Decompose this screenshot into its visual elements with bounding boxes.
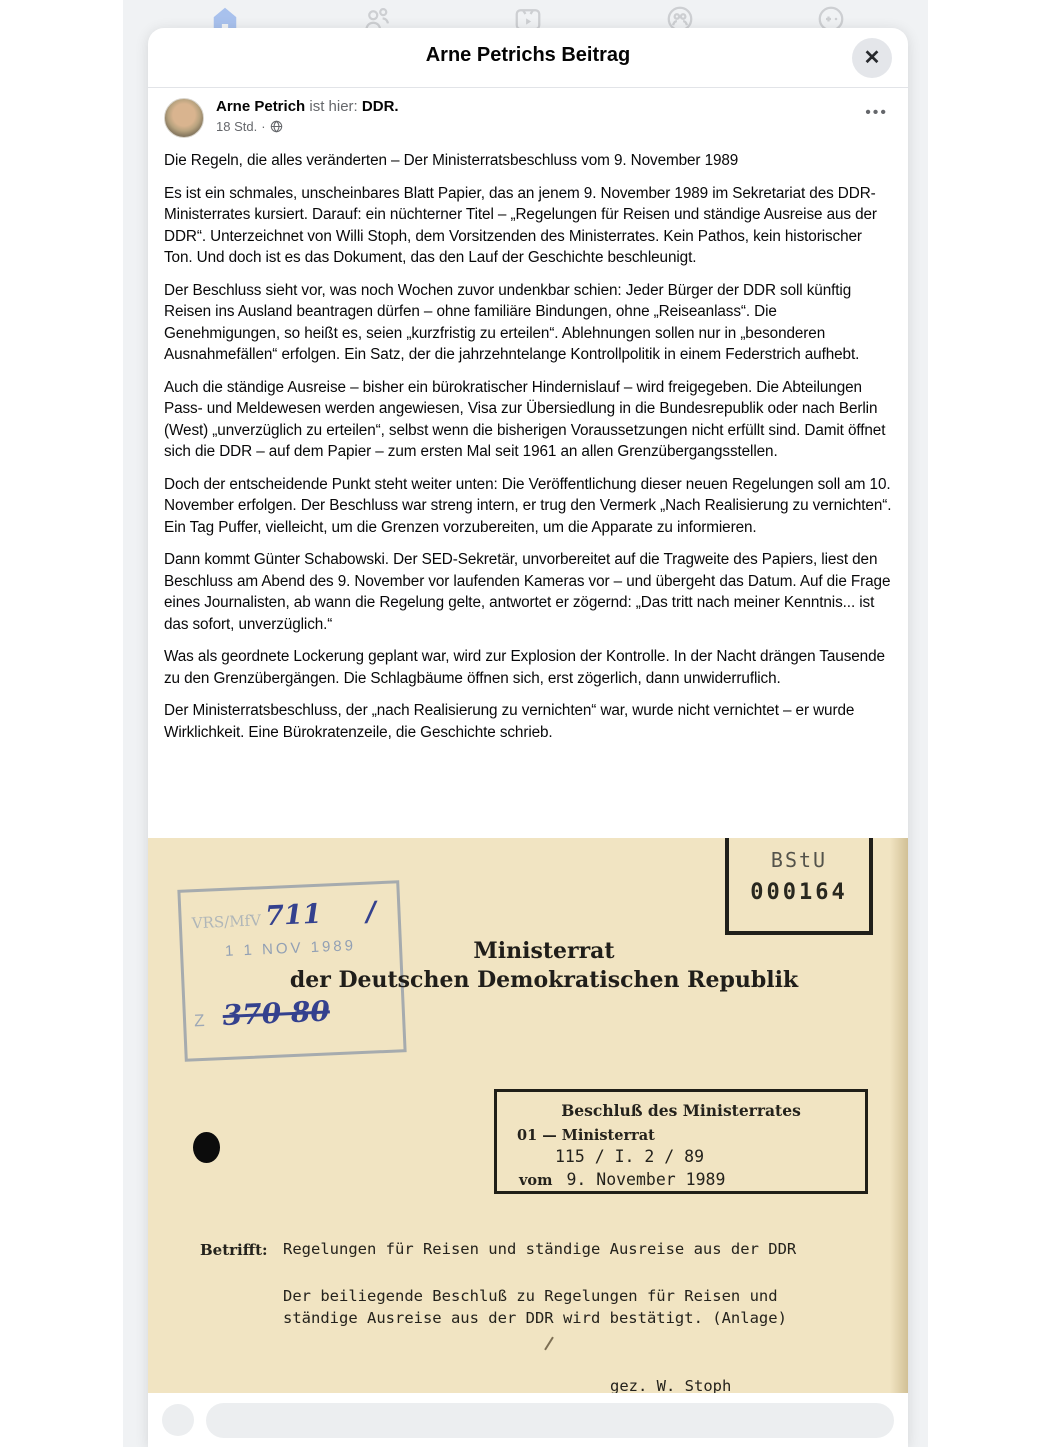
document-body-text (283, 1285, 787, 1329)
post-paragraph: Doch der entscheidende Punkt steht weiter unten: Die Veröffentlichung dieser neuen Regelungen soll am 10. November erfolgen. Der Beschluss war streng intern, er trug den Vermerk „Nach Realisierung zu vernichten“. Ein Tag Puffer, vielleicht, um die Grenzen vorzubereiten, um die Apparate zu informieren. (164, 475, 892, 536)
subject-text: Regelungen für Reisen und ständige Ausreise aus der DDR (283, 1240, 797, 1258)
decision-box (494, 1089, 868, 1194)
stamp-z-label: Z (193, 1010, 205, 1031)
letterhead (164, 938, 908, 993)
scan-shadow-edge (890, 838, 908, 1393)
post-paragraph: Der Ministerratsbeschluss, der „nach Realisierung zu vernichten“ war, wurde nicht vernichtet – er wurde Wirklichkeit. Eine Bürokratenzeile, die Geschichte schrieb. (164, 702, 855, 741)
modal-header (148, 28, 908, 88)
comment-bar (148, 1393, 908, 1447)
stamp-date: 1 1 NOV 1989 (224, 937, 357, 960)
avatar[interactable] (164, 98, 204, 138)
pen-stray-mark (544, 1337, 554, 1351)
post-paragraph: Es ist ein schmales, unscheinbares Blatt Papier, das an jenem 9. November 1989 im Sekretariat des DDR-Ministerrates kursiert. Darauf: ein nüchterner Titel – „Regelungen für Reisen und ständige Ausreise aus der DDR“. Unterzeichnet von Willi Stoph, dem Vorsitzenden des Ministerrates. Kein Pathos, kein historischer Ton. Und doch ist es das Dokument, das den Lauf der Geschichte beschleunigt. (164, 184, 877, 266)
bstu-label: BStU (770, 848, 828, 872)
subject-label: Betrifft: (200, 1241, 268, 1259)
bstu-number: 000164 (750, 880, 848, 905)
decision-dept: 01 — Ministerrat (517, 1127, 655, 1144)
post-text (164, 150, 892, 838)
stamp-crossed-value: 370 80 (222, 994, 331, 1033)
bstu-stamp-box (725, 838, 873, 935)
post-paragraph: Der Beschluss sieht vor, was noch Wochen zuvor undenkbar schien: Jeder Bürger der DDR soll künftig Reisen ins Ausland beantragen dürfen – ohne familiäre Bindungen, ohne „Reiseanlass“. Die Genehmigungen, so heißt es, seien „kurzfristig zu erteilen“. Ablehnungen sollen nur in „besonderen Ausnahmefällen“ erfolgen. Ein Satz, der die jahrzehntelange Kontrollpolitik in einem Federstrich aufhebt. (164, 281, 860, 363)
signature-text: gez. W. Stoph (610, 1377, 732, 1393)
comment-avatar-placeholder (162, 1404, 194, 1436)
document-body-line2: ständige Ausreise aus der DDR wird bestätigt. (Anlage) (283, 1309, 787, 1327)
meta-separator: · (261, 119, 266, 134)
post-header (164, 96, 892, 144)
stamp-handwritten-number: 711 (264, 898, 323, 933)
more-options-button[interactable] (865, 104, 888, 122)
decision-date: 9. November 1989 (566, 1170, 726, 1189)
globe-icon (270, 120, 283, 133)
stamp-slash: / (365, 896, 377, 928)
decision-number: 115 / I. 2 / 89 (555, 1147, 705, 1166)
stamp-office: VRS/MfV (191, 911, 262, 933)
author-name-link[interactable]: Arne Petrich (216, 98, 306, 115)
letterhead-line1: Ministerrat (473, 938, 615, 964)
more-icon: ••• (865, 104, 888, 121)
post-paragraph: Dann kommt Günter Schabowski. Der SED-Sekretär, unvorbereitet auf die Tragweite des Papiers, liest den Beschluss am Abend des 9. November vor laufenden Kameras vor – und übergeht das Datum. Auf die Frage eines Journalisten, ab wann die Regelung gelte, antwortet er zögernd: „Das tritt nach meiner Kenntnis... ist das sofort, unverzüglich.“ (164, 551, 891, 633)
close-icon: ✕ (863, 47, 881, 69)
post-modal (148, 28, 908, 1447)
post-paragraph: Auch die ständige Ausreise – bisher ein bürokratischer Hindernislauf – wird freigegeben. Die Abteilungen Pass- und Meldewesen werden angewiesen, Visa zur Übersiedlung in die Bundesrepublik oder nach Berlin (West) „unverzüglich zu erteilen“, selbst wenn die bisherigen Voraussetzungen nicht erfüllt sind. Damit öffnet sich die DDR – auf dem Papier – zum ersten Mal seit 1961 an allen Grenzübergangsstellen. (164, 378, 886, 460)
decision-vom-label: vom (519, 1172, 553, 1189)
decision-title: Beschluß des Ministerrates (561, 1101, 801, 1120)
punch-hole (193, 1132, 220, 1163)
page-title: Arne Petrichs Beitrag (425, 44, 631, 66)
post-image-document-scan[interactable] (148, 838, 908, 1393)
comment-input[interactable] (206, 1403, 894, 1438)
context-text: ist hier: (309, 98, 358, 115)
letterhead-line2: der Deutschen Demokratischen Republik (289, 967, 799, 993)
stamp-z-line (193, 994, 330, 1033)
author-line (216, 98, 399, 115)
post-paragraph: Die Regeln, die alles veränderten – Der Ministerratsbeschluss vom 9. November 1989 (164, 152, 739, 169)
close-button[interactable] (852, 38, 892, 78)
timestamp-link[interactable]: 18 Std. (216, 119, 258, 134)
document-body-line1: Der beiliegende Beschluß zu Regelungen für Reisen und (283, 1287, 778, 1305)
post-paragraph: Was als geordnete Lockerung geplant war, wird zur Explosion der Kontrolle. In der Nacht drängen Tausende zu den Grenzübergängen. Die Schlagbäume öffnen sich, erst zögerlich, dann unwiderruflich. (164, 648, 885, 687)
decision-date-row (519, 1170, 865, 1189)
place-link[interactable]: DDR. (361, 98, 399, 115)
post-meta (216, 119, 283, 134)
stamp-office-line (191, 896, 377, 935)
